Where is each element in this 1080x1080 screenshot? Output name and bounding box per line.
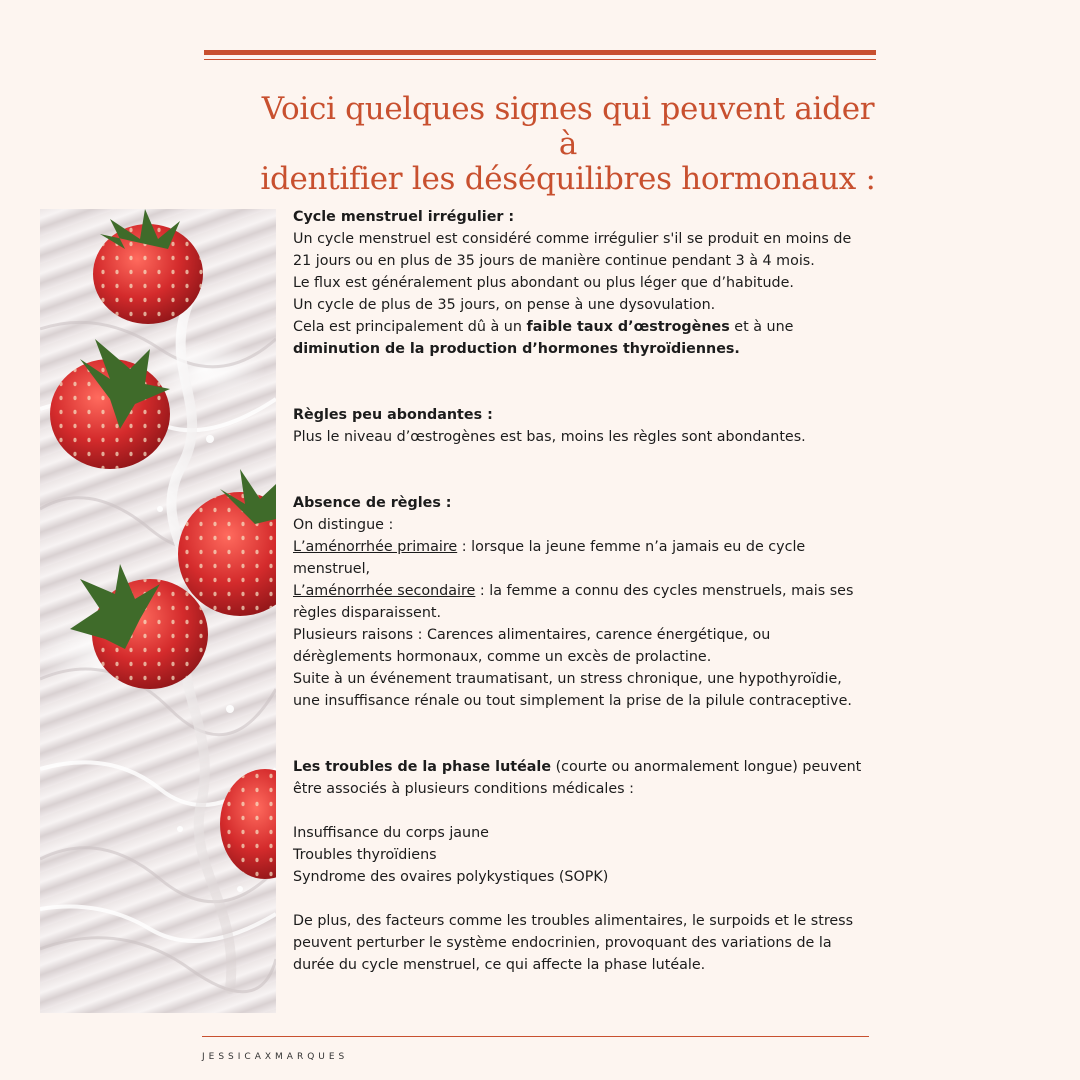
- strawberry-1: [93, 209, 203, 324]
- top-divider-thin: [204, 59, 876, 60]
- irregular-cycle-dysovulation: Un cycle de plus de 35 jours, on pense à une dysovulation.: [293, 297, 716, 313]
- section-title-irregular-cycle: Cycle menstruel irrégulier :: [293, 209, 515, 225]
- luteal-intro-text: (courte ou anormalement longue) peuvent être associés à plusieurs conditions médicales :: [293, 759, 862, 797]
- strawberry-2: [50, 339, 170, 469]
- primary-amenorrhea-text: : lorsque la jeune femme n’a jamais eu de cycle menstruel,: [293, 539, 806, 577]
- luteal-intro: [293, 756, 868, 800]
- list-item: Syndrome des ovaires polykystiques (SOPK): [293, 869, 609, 885]
- absence-causes: Suite à un événement traumatisant, un stress chronique, une hypothyroïdie, une insuffisance rénale ou tout simplement la prise de la pilule contraceptive.: [293, 671, 852, 709]
- absence-intro: On distingue :: [293, 517, 394, 533]
- strawberry-5: [220, 769, 276, 879]
- secondary-amenorrhea: [293, 580, 868, 624]
- light-periods-text: Plus le niveau d’œstrogènes est bas, moins les règles sont abondantes.: [293, 429, 806, 445]
- strawberry-illustration: [40, 209, 276, 1013]
- strawberry-3: [178, 469, 276, 616]
- footer-signature: JESSICAXMARQUES: [202, 1052, 349, 1062]
- secondary-amenorrhea-text: : la femme a connu des cycles menstruels, mais ses règles disparaissent.: [293, 583, 854, 621]
- section-title-absence: Absence de règles :: [293, 495, 452, 511]
- cause-text-mid: et à une: [729, 319, 794, 335]
- bottom-divider: [202, 1036, 869, 1037]
- irregular-cycle-flow: Le flux est généralement plus abondant ou plus léger que d’habitude.: [293, 275, 794, 291]
- cause-estrogen-bold: faible taux d’œstrogènes: [526, 319, 730, 335]
- absence-reasons: Plusieurs raisons : Carences alimentaires, carence énergétique, ou dérèglements hormonaux, comme un excès de prolactine.: [293, 627, 771, 665]
- secondary-amenorrhea-term: L’aménorrhée secondaire: [293, 583, 476, 599]
- page-title: [250, 92, 886, 197]
- luteal-conclusion: De plus, des facteurs comme les troubles alimentaires, le surpoids et le stress peuvent perturber le système endocrinien, provoquant des variations de la durée du cycle menstruel, ce qui affecte la phase lutéale.: [293, 913, 854, 973]
- section-title-luteal: Les troubles de la phase lutéale: [293, 759, 552, 775]
- cause-text-start: Cela est principalement dû à un: [293, 319, 527, 335]
- page-title-line-2: identifier les déséquilibres hormonaux :: [260, 161, 876, 197]
- irregular-cycle-definition: Un cycle menstruel est considéré comme irrégulier s'il se produit en moins de 21 jours ou en plus de 35 jours de manière continue pendant 3 à 4 mois.: [293, 231, 852, 269]
- cause-thyroid-bold: diminution de la production d’hormones thyroïdiennes.: [293, 341, 740, 357]
- content-column: [293, 206, 868, 976]
- strawberry-photo: [40, 209, 276, 1013]
- list-item: Troubles thyroïdiens: [293, 847, 437, 863]
- top-divider-thick: [204, 50, 876, 55]
- section-title-light-periods: Règles peu abondantes :: [293, 407, 493, 423]
- irregular-cycle-cause: [293, 316, 868, 360]
- page-title-line-1: Voici quelques signes qui peuvent aider à: [261, 91, 875, 162]
- primary-amenorrhea-term: L’aménorrhée primaire: [293, 539, 458, 555]
- list-item: Insuffisance du corps jaune: [293, 825, 489, 841]
- primary-amenorrhea: [293, 536, 868, 580]
